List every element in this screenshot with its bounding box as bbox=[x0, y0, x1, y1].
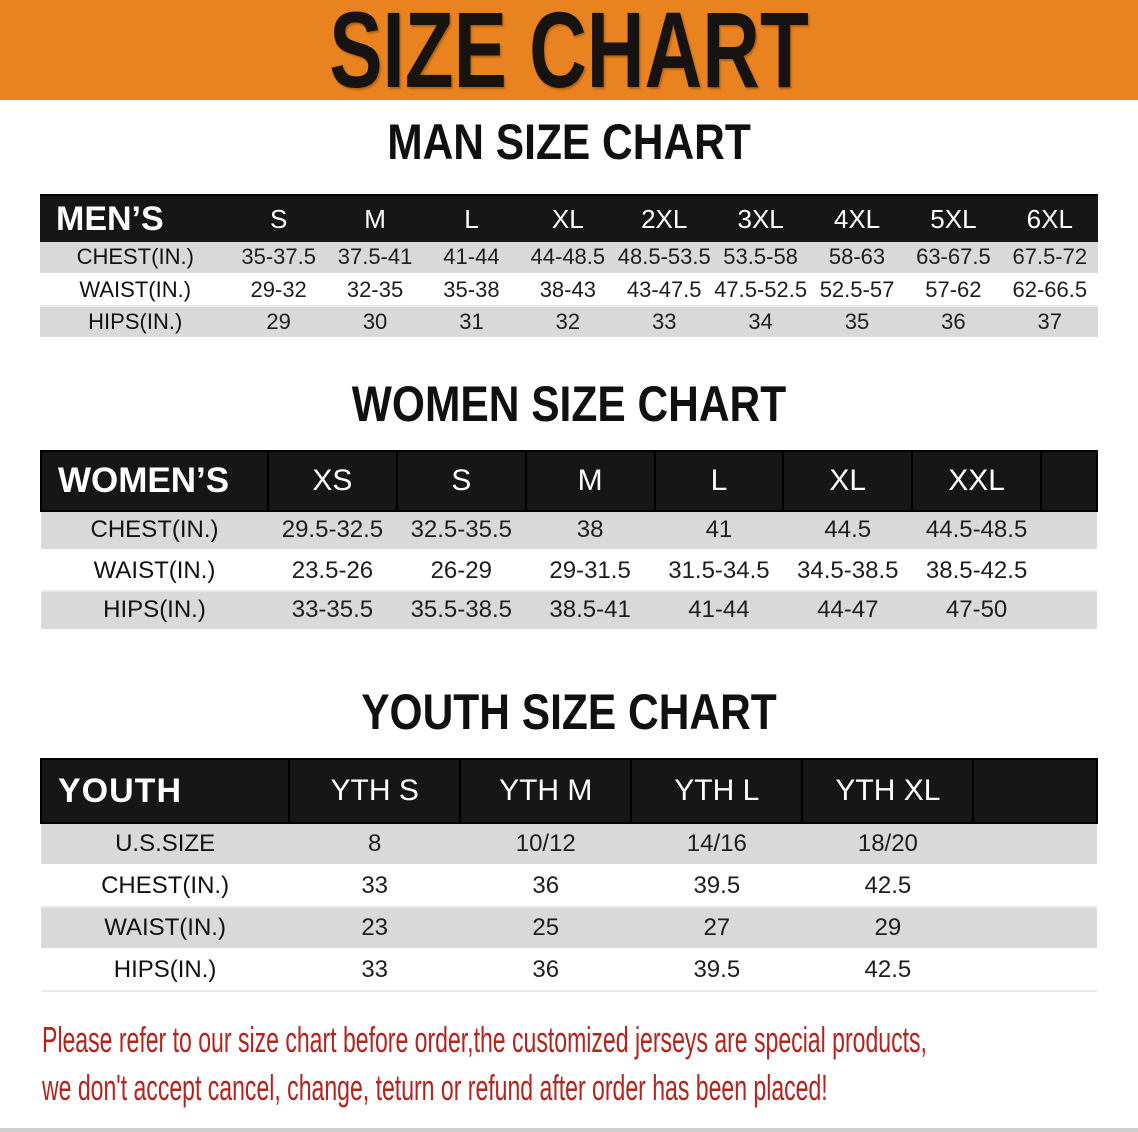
youth-row-chest-in bbox=[41, 865, 1097, 907]
youth-size-table bbox=[40, 758, 1098, 992]
footnote-line-1: Please refer to our size chart before order,the customized jerseys are special products, bbox=[42, 1019, 927, 1060]
men-row-hips-in bbox=[40, 306, 1098, 338]
men-row-label-waist-in: WAIST(IN.) bbox=[40, 274, 230, 306]
women-hips-in-m: 38.5-41 bbox=[526, 591, 655, 631]
women-hips-in-xs: 33-35.5 bbox=[268, 591, 397, 631]
youth-waist-in-yth-xl: 29 bbox=[802, 907, 973, 949]
men-hips-in-s: 29 bbox=[230, 306, 326, 338]
footnote bbox=[42, 1016, 1138, 1112]
men-row-waist-in bbox=[40, 274, 1098, 306]
men-column-xl: XL bbox=[520, 195, 616, 242]
women-waist-in-xs: 23.5-26 bbox=[268, 551, 397, 591]
women-chest-in-xxl: 44.5-48.5 bbox=[912, 511, 1041, 551]
men-waist-in-l: 35-38 bbox=[423, 274, 519, 306]
women-header-row bbox=[41, 451, 1097, 511]
youth-column-yth-xl: YTH XL bbox=[802, 759, 973, 823]
youth-chest-in-yth-xl: 42.5 bbox=[802, 865, 973, 907]
women-column-xxl: XXL bbox=[912, 451, 1041, 511]
men-waist-in-3xl: 47.5-52.5 bbox=[712, 274, 808, 306]
men-waist-in-m: 32-35 bbox=[327, 274, 423, 306]
youth-row-spacer bbox=[973, 949, 1097, 991]
youth-waist-in-yth-s: 23 bbox=[289, 907, 460, 949]
women-waist-in-s: 26-29 bbox=[397, 551, 526, 591]
men-chest-in-s: 35-37.5 bbox=[230, 242, 326, 274]
men-hips-in-xl: 32 bbox=[520, 306, 616, 338]
men-row-label-chest-in: CHEST(IN.) bbox=[40, 242, 230, 274]
youth-u-s-size-yth-l: 14/16 bbox=[631, 823, 802, 865]
youth-header-row bbox=[41, 759, 1097, 823]
youth-header-spacer bbox=[973, 759, 1097, 823]
women-waist-in-m: 29-31.5 bbox=[526, 551, 655, 591]
men-corner-label: MEN’S bbox=[40, 195, 230, 242]
women-column-xs: XS bbox=[268, 451, 397, 511]
men-waist-in-4xl: 52.5-57 bbox=[809, 274, 905, 306]
women-waist-in-xl: 34.5-38.5 bbox=[783, 551, 912, 591]
youth-u-s-size-yth-s: 8 bbox=[289, 823, 460, 865]
men-hips-in-5xl: 36 bbox=[905, 306, 1001, 338]
women-row-spacer bbox=[1041, 591, 1097, 631]
men-chest-in-5xl: 63-67.5 bbox=[905, 242, 1001, 274]
women-row-spacer bbox=[1041, 511, 1097, 551]
men-hips-in-2xl: 33 bbox=[616, 306, 712, 338]
men-column-l: L bbox=[423, 195, 519, 242]
youth-row-spacer bbox=[973, 865, 1097, 907]
women-row-label-chest-in: CHEST(IN.) bbox=[41, 511, 268, 551]
youth-corner-label: YOUTH bbox=[41, 759, 289, 823]
men-chest-in-xl: 44-48.5 bbox=[520, 242, 616, 274]
banner bbox=[0, 0, 1138, 100]
youth-row-label-chest-in: CHEST(IN.) bbox=[41, 865, 289, 907]
footnote-line-2: we don't accept cancel, change, teturn or refund after order has been placed! bbox=[42, 1067, 828, 1108]
women-header-spacer bbox=[1041, 451, 1097, 511]
youth-chest-in-yth-l: 39.5 bbox=[631, 865, 802, 907]
youth-chest-in-yth-m: 36 bbox=[460, 865, 631, 907]
men-chest-in-l: 41-44 bbox=[423, 242, 519, 274]
youth-u-s-size-yth-m: 10/12 bbox=[460, 823, 631, 865]
women-hips-in-l: 41-44 bbox=[655, 591, 784, 631]
youth-section-heading: YOUTH SIZE CHART bbox=[361, 684, 777, 740]
men-hips-in-m: 30 bbox=[327, 306, 423, 338]
women-section-heading: WOMEN SIZE CHART bbox=[351, 375, 787, 432]
men-waist-in-5xl: 57-62 bbox=[905, 274, 1001, 306]
men-waist-in-2xl: 43-47.5 bbox=[616, 274, 712, 306]
youth-section bbox=[0, 686, 1138, 992]
youth-row-label-waist-in: WAIST(IN.) bbox=[41, 907, 289, 949]
women-hips-in-xxl: 47-50 bbox=[912, 591, 1041, 631]
men-column-s: S bbox=[230, 195, 326, 242]
men-section bbox=[0, 116, 1138, 340]
men-section-heading: MAN SIZE CHART bbox=[387, 114, 751, 170]
men-chest-in-3xl: 53.5-58 bbox=[712, 242, 808, 274]
women-chest-in-xs: 29.5-32.5 bbox=[268, 511, 397, 551]
youth-column-yth-s: YTH S bbox=[289, 759, 460, 823]
men-hips-in-6xl: 37 bbox=[1002, 306, 1098, 338]
youth-row-hips-in bbox=[41, 949, 1097, 991]
women-row-label-waist-in: WAIST(IN.) bbox=[41, 551, 268, 591]
women-row-hips-in bbox=[41, 591, 1097, 631]
women-hips-in-s: 35.5-38.5 bbox=[397, 591, 526, 631]
youth-row-label-hips-in: HIPS(IN.) bbox=[41, 949, 289, 991]
men-chest-in-4xl: 58-63 bbox=[809, 242, 905, 274]
women-column-s: S bbox=[397, 451, 526, 511]
men-waist-in-6xl: 62-66.5 bbox=[1002, 274, 1098, 306]
women-column-l: L bbox=[655, 451, 784, 511]
page-title: SIZE CHART bbox=[329, 0, 809, 100]
men-hips-in-3xl: 34 bbox=[712, 306, 808, 338]
youth-row-spacer bbox=[973, 823, 1097, 865]
men-size-table bbox=[40, 194, 1098, 340]
men-column-m: M bbox=[327, 195, 423, 242]
youth-hips-in-yth-m: 36 bbox=[460, 949, 631, 991]
youth-column-yth-m: YTH M bbox=[460, 759, 631, 823]
men-column-4xl: 4XL bbox=[809, 195, 905, 242]
youth-column-yth-l: YTH L bbox=[631, 759, 802, 823]
women-chest-in-l: 41 bbox=[655, 511, 784, 551]
men-chest-in-2xl: 48.5-53.5 bbox=[616, 242, 712, 274]
youth-hips-in-yth-xl: 42.5 bbox=[802, 949, 973, 991]
youth-row-spacer bbox=[973, 907, 1097, 949]
women-hips-in-xl: 44-47 bbox=[783, 591, 912, 631]
men-column-3xl: 3XL bbox=[712, 195, 808, 242]
women-row-spacer bbox=[1041, 551, 1097, 591]
men-waist-in-s: 29-32 bbox=[230, 274, 326, 306]
women-waist-in-l: 31.5-34.5 bbox=[655, 551, 784, 591]
youth-chest-in-yth-s: 33 bbox=[289, 865, 460, 907]
women-row-label-hips-in: HIPS(IN.) bbox=[41, 591, 268, 631]
men-column-5xl: 5XL bbox=[905, 195, 1001, 242]
youth-hips-in-yth-s: 33 bbox=[289, 949, 460, 991]
men-hips-in-l: 31 bbox=[423, 306, 519, 338]
men-header-row bbox=[40, 195, 1098, 242]
image-bottom-edge bbox=[0, 1128, 1138, 1132]
women-size-table bbox=[40, 450, 1098, 633]
women-row-waist-in bbox=[41, 551, 1097, 591]
women-section bbox=[0, 375, 1138, 633]
men-column-2xl: 2XL bbox=[616, 195, 712, 242]
men-waist-in-xl: 38-43 bbox=[520, 274, 616, 306]
youth-u-s-size-yth-xl: 18/20 bbox=[802, 823, 973, 865]
women-chest-in-m: 38 bbox=[526, 511, 655, 551]
women-waist-in-xxl: 38.5-42.5 bbox=[912, 551, 1041, 591]
youth-row-waist-in bbox=[41, 907, 1097, 949]
women-chest-in-s: 32.5-35.5 bbox=[397, 511, 526, 551]
men-row-label-hips-in: HIPS(IN.) bbox=[40, 306, 230, 338]
women-chest-in-xl: 44.5 bbox=[783, 511, 912, 551]
youth-waist-in-yth-l: 27 bbox=[631, 907, 802, 949]
men-chest-in-m: 37.5-41 bbox=[327, 242, 423, 274]
youth-hips-in-yth-l: 39.5 bbox=[631, 949, 802, 991]
men-hips-in-4xl: 35 bbox=[809, 306, 905, 338]
men-column-6xl: 6XL bbox=[1002, 195, 1098, 242]
women-column-m: M bbox=[526, 451, 655, 511]
youth-row-u-s-size bbox=[41, 823, 1097, 865]
women-row-chest-in bbox=[41, 511, 1097, 551]
women-corner-label: WOMEN’S bbox=[41, 451, 268, 511]
men-row-chest-in bbox=[40, 242, 1098, 274]
youth-row-label-u-s-size: U.S.SIZE bbox=[41, 823, 289, 865]
women-column-xl: XL bbox=[783, 451, 912, 511]
youth-waist-in-yth-m: 25 bbox=[460, 907, 631, 949]
men-chest-in-6xl: 67.5-72 bbox=[1002, 242, 1098, 274]
